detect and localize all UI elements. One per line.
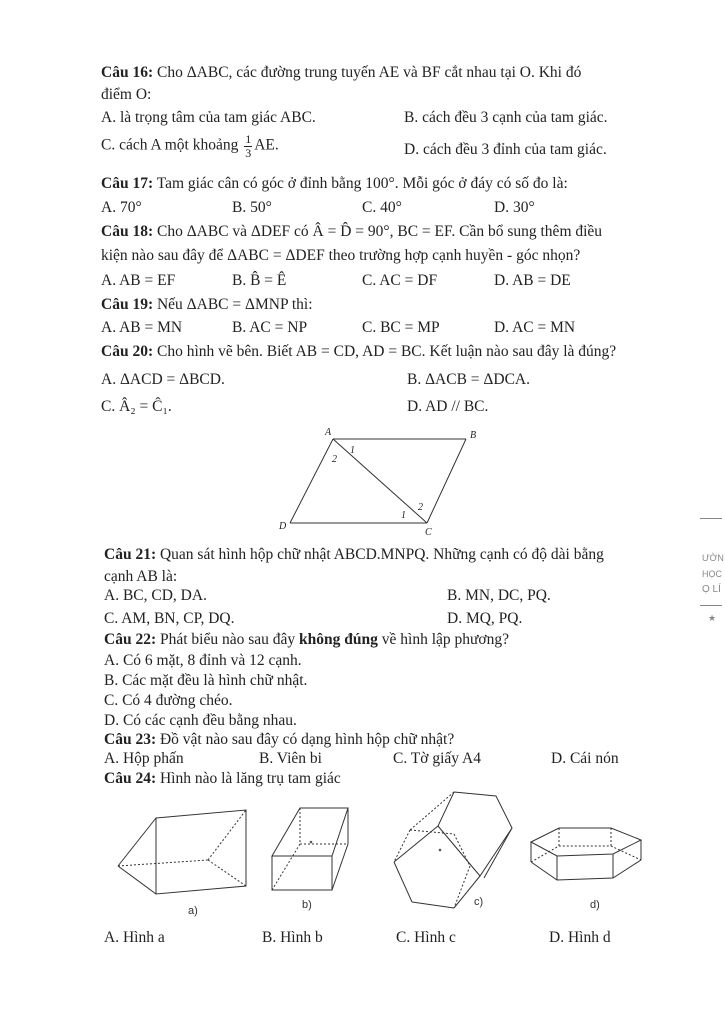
q17-text: Tam giác cân có góc ở đỉnh bằng 100°. Mỗi góc ở đáy có số đo là: [156, 175, 568, 192]
q21-option-d: D. MQ, PQ. [447, 610, 523, 627]
q19-option-d: D. AC = MN [494, 319, 576, 336]
q22-question [104, 630, 509, 649]
q17-question [101, 174, 568, 193]
vertex-a-label: A [325, 427, 332, 438]
q20-option-b: B. ΔACB = ΔDCA. [407, 371, 530, 388]
side-stamp-star-icon: ★ [708, 613, 717, 623]
q18-line1 [101, 222, 602, 241]
q23-text: Đồ vật nào sau đây có dạng hình hộp chữ nhật? [159, 731, 455, 748]
q18-option-d: D. AB = DE [494, 272, 571, 289]
q23-question [104, 730, 454, 749]
vertex-d-label: D [279, 521, 287, 532]
q22-label: Câu 22: [104, 631, 157, 648]
q17-option-d: D. 30° [494, 199, 535, 216]
figure-a-triangular-prism [112, 808, 260, 918]
q19-option-b: B. AC = NP [232, 319, 308, 336]
figure-b-caption: b) [302, 899, 312, 911]
q23-option-a: A. Hộp phấn [104, 750, 184, 767]
figure-c-pentagonal-prism [384, 790, 526, 920]
q18-option-a: A. AB = EF [101, 272, 176, 289]
q16-label: Câu 16: [101, 64, 154, 81]
q23-label: Câu 23: [104, 731, 157, 748]
q21-text: Quan sát hình hộp chữ nhật ABCD.MNPQ. Những cạnh có độ dài bằng [159, 546, 604, 563]
q19-option-a: A. AB = MN [101, 319, 183, 336]
q19-text: Nếu ΔABC = ΔMNP thì: [156, 296, 313, 313]
angle-c2-label: 2 [418, 502, 423, 513]
fraction-one-third [244, 133, 252, 159]
q16-line1 [101, 63, 581, 82]
q24-option-c: C. Hình c [396, 929, 456, 946]
q24-question [104, 769, 341, 788]
q20-parallelogram-figure [270, 425, 490, 537]
q24-option-a: A. Hình a [104, 929, 165, 946]
q17-option-a: A. 70° [101, 199, 142, 216]
q18-label: Câu 18: [101, 223, 154, 240]
q19-label: Câu 19: [101, 296, 154, 313]
vertex-c-label: C [425, 527, 432, 537]
q20-option-a: A. ΔACD = ΔBCD. [101, 371, 225, 388]
q20-label: Câu 20: [101, 343, 154, 360]
q18-text: Cho ΔABC và ΔDEF có Â = D̂ = 90°, BC = EF. Cần bổ sung thêm điều [156, 223, 603, 240]
q21-line1 [104, 545, 604, 564]
q24-option-b: B. Hình b [262, 929, 323, 946]
q16-option-c [101, 133, 279, 159]
q23-option-c: C. Tờ giấy A4 [393, 750, 481, 767]
stamp-line-top [700, 518, 722, 519]
figure-d-caption: d) [590, 899, 600, 911]
figure-c-caption: c) [474, 896, 484, 908]
figure-b-rectangular-box [266, 800, 352, 912]
q20-question [101, 342, 616, 361]
diagonal-ac [333, 439, 427, 523]
q22-option-d: D. Có các cạnh đều bằng nhau. [104, 712, 297, 729]
q22-pre: Phát biểu nào sau đây [159, 631, 296, 648]
side-stamp-text-3: Ọ LÍ [702, 584, 721, 595]
q21-option-b: B. MN, DC, PQ. [447, 587, 551, 604]
q20-text: Cho hình vẽ bên. Biết AB = CD, AD = BC. Kết luận nào sau đây là đúng? [156, 343, 617, 360]
q23-option-b: B. Viên bi [259, 750, 322, 767]
figure-d-hexagonal-prism [527, 820, 651, 916]
q22-option-c: C. Có 4 đường chéo. [104, 692, 233, 709]
q21-option-c: C. AM, BN, CP, DQ. [104, 610, 235, 627]
q16-option-b: B. cách đều 3 cạnh của tam giác. [404, 109, 608, 126]
q19-question [101, 295, 313, 314]
q23-option-d: D. Cái nón [551, 750, 619, 767]
q21-line2: cạnh AB là: [104, 568, 178, 585]
q17-option-c: C. 40° [362, 199, 402, 216]
q24-option-d: D. Hình d [549, 929, 611, 946]
q16-c-prefix: C. cách A một khoảng [101, 136, 239, 154]
q18-option-b: B. B̂ = Ê [232, 272, 287, 289]
q22-post: về hình lập phương? [381, 631, 509, 648]
q17-label: Câu 17: [101, 175, 154, 192]
q21-label: Câu 21: [104, 546, 157, 563]
q16-option-a: A. là trọng tâm của tam giác ABC. [101, 109, 316, 126]
q22-option-b: B. Các mặt đều là hình chữ nhật. [104, 672, 308, 689]
q16-option-d: D. cách đều 3 đỉnh của tam giác. [404, 141, 607, 158]
q19-option-c: C. BC = MP [362, 319, 440, 336]
q18-option-c: C. AC = DF [362, 272, 438, 289]
q16-line2: điểm O: [101, 86, 152, 103]
q17-option-b: B. 50° [232, 199, 272, 216]
q24-text: Hình nào là lăng trụ tam giác [159, 770, 341, 787]
side-stamp-text-2: HỌC [702, 569, 722, 579]
q16-text: Cho ΔABC, các đường trung tuyến AE và BF cắt nhau tại O. Khi đó [156, 64, 582, 81]
q22-option-a: A. Có 6 mặt, 8 đỉnh và 12 cạnh. [104, 652, 302, 669]
segment-bc [427, 439, 466, 523]
q20-option-d: D. AD // BC. [407, 398, 489, 415]
figure-a-caption: a) [188, 905, 198, 917]
q18-line2: kiện nào sau đây để ΔABC = ΔDEF theo trường hợp cạnh huyền - góc nhọn? [101, 247, 581, 264]
angle-a2-label: 2 [332, 454, 337, 465]
q21-option-a: A. BC, CD, DA. [104, 587, 207, 604]
angle-c1-label: 1 [401, 510, 406, 521]
angle-a1-label: 1 [350, 445, 355, 456]
fraction-denominator: 3 [245, 145, 252, 160]
q24-label: Câu 24: [104, 770, 157, 787]
q20-option-c: C. Â₂ = Ĉ₁. [101, 398, 172, 415]
segment-da [290, 439, 333, 523]
side-stamp-text-1: ƯỜN [702, 553, 724, 563]
q22-emphasis: không đúng [299, 631, 378, 648]
vertex-b-label: B [470, 430, 477, 441]
fraction-numerator: 1 [245, 132, 252, 146]
q16-c-suffix: AE. [254, 136, 279, 154]
stamp-line-bottom [700, 605, 722, 606]
